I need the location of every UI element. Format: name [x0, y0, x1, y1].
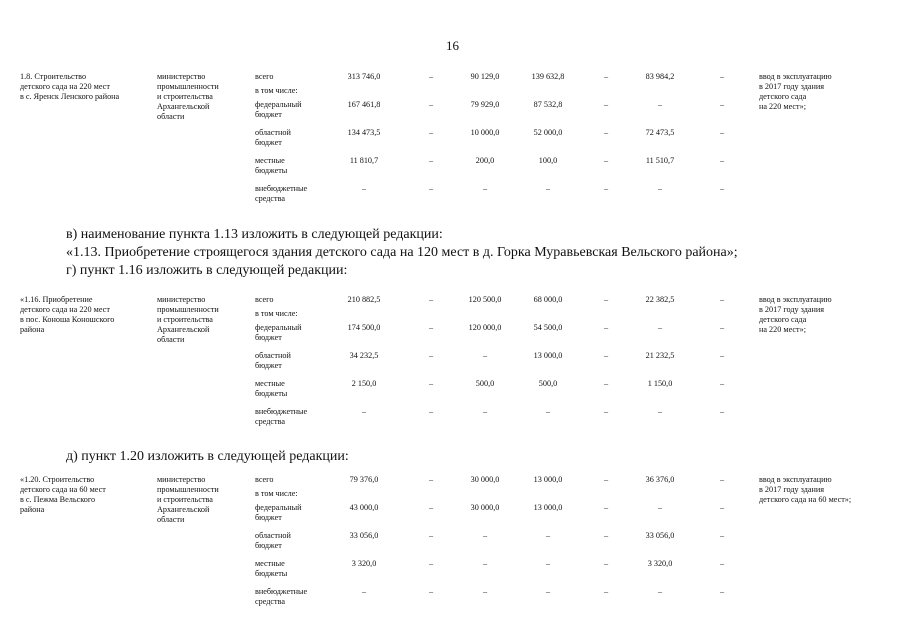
table-cell-value: – [719, 100, 725, 109]
funding-source-label: всего [255, 295, 274, 304]
table-cell-value: – [719, 351, 725, 360]
executor-line: области [157, 335, 185, 344]
table-cell-value: – [361, 407, 367, 416]
table-cell-value: – [603, 323, 609, 332]
result-note-line: детского сада [759, 315, 807, 324]
table-cell-value: 167 461,8 [347, 100, 381, 109]
result-note-line: ввод в эксплуатацию [759, 72, 832, 81]
table-cell-value: – [428, 475, 434, 484]
funding-source-label: бюджет [255, 110, 282, 119]
table-cell-value: – [603, 559, 609, 568]
table-cell-value: – [603, 156, 609, 165]
executor-line: министерство [157, 475, 206, 484]
table-cell-value: – [545, 559, 551, 568]
result-note-line: детского сада [759, 92, 807, 101]
executor-line: области [157, 112, 185, 121]
funding-source-label: всего [255, 72, 274, 81]
table-cell-value: – [719, 475, 725, 484]
funding-source-label: федеральный [255, 100, 302, 109]
item-title-line: района [20, 325, 45, 334]
table-cell-value: 43 000,0 [349, 503, 379, 512]
table-cell-value: – [482, 407, 488, 416]
table-cell-value: – [657, 100, 663, 109]
table-cell-value: 87 532,8 [533, 100, 563, 109]
funding-source-label: средства [255, 417, 286, 426]
table-cell-value: – [719, 72, 725, 81]
table-cell-value: – [657, 407, 663, 416]
funding-source-label: местные [255, 559, 285, 568]
table-cell-value: – [719, 128, 725, 137]
table-cell-value: 21 232,5 [645, 351, 675, 360]
executor-line: Архангельской [157, 505, 210, 514]
table-cell-value: 52 000,0 [533, 128, 563, 137]
table-cell-value: 54 500,0 [533, 323, 563, 332]
table-cell-value: – [361, 587, 367, 596]
table-cell-value: – [428, 351, 434, 360]
table-cell-value: 2 150,0 [351, 379, 377, 388]
result-note-line: на 220 мест»; [759, 325, 806, 334]
table-cell-value: – [428, 184, 434, 193]
table-cell-value: – [603, 587, 609, 596]
table-cell-value: – [603, 379, 609, 388]
table-cell-value: 200,0 [475, 156, 495, 165]
item-title-line: в с. Пежма Вельского [20, 495, 96, 504]
table-cell-value: – [482, 531, 488, 540]
table-cell-value: 3 320,0 [647, 559, 673, 568]
table-cell-value: 79 929,0 [470, 100, 500, 109]
executor-line: и строительства [157, 92, 213, 101]
executor-line: и строительства [157, 495, 213, 504]
table-cell-value: – [603, 503, 609, 512]
table-cell-value: – [603, 407, 609, 416]
table-cell-value: – [603, 295, 609, 304]
table-cell-value: 36 376,0 [645, 475, 675, 484]
table-cell-value: – [428, 531, 434, 540]
table-cell-value: – [603, 351, 609, 360]
table-cell-value: – [719, 407, 725, 416]
funding-source-label: внебюджетные [255, 587, 308, 596]
table-cell-value: – [657, 503, 663, 512]
funding-source-label: областной [255, 531, 291, 540]
table-cell-value: 313 746,0 [347, 72, 381, 81]
table-cell-value: – [603, 100, 609, 109]
funding-source-label: внебюджетные [255, 184, 308, 193]
table-cell-value: 10 000,0 [470, 128, 500, 137]
table-cell-value: 1 150,0 [647, 379, 673, 388]
funding-source-label: бюджеты [255, 389, 288, 398]
table-cell-value: – [545, 407, 551, 416]
table-cell-value: 79 376,0 [349, 475, 379, 484]
funding-source-label: в том числе: [255, 309, 298, 318]
executor-line: промышленности [157, 82, 219, 91]
table-cell-value: 30 000,0 [470, 503, 500, 512]
table-cell-value: – [603, 72, 609, 81]
item-title-line: района [20, 505, 45, 514]
executor-line: промышленности [157, 485, 219, 494]
table-cell-value: – [482, 184, 488, 193]
result-note-line: детского сада на 60 мест»; [759, 495, 852, 504]
table-cell-value: 22 382,5 [645, 295, 675, 304]
result-note-line: на 220 мест»; [759, 102, 806, 111]
funding-source-label: бюджеты [255, 569, 288, 578]
table-cell-value: 34 232,5 [349, 351, 379, 360]
table-cell-value: 3 320,0 [351, 559, 377, 568]
table-cell-value: – [428, 587, 434, 596]
funding-source-label: местные [255, 379, 285, 388]
table-cell-value: 134 473,5 [347, 128, 381, 137]
table-cell-value: – [428, 128, 434, 137]
result-note-line: ввод в эксплуатацию [759, 295, 832, 304]
paragraph-g: г) пункт 1.16 изложить в следующей редакции: [66, 263, 348, 278]
item-title-line: «1.16. Приобретение [20, 295, 93, 304]
table-cell-value: 33 056,0 [349, 531, 379, 540]
funding-source-label: средства [255, 194, 286, 203]
executor-line: министерство [157, 72, 206, 81]
table-cell-value: – [719, 379, 725, 388]
executor-line: Архангельской [157, 325, 210, 334]
funding-source-label: бюджет [255, 541, 282, 550]
table-cell-value: – [719, 323, 725, 332]
table-cell-value: 13 000,0 [533, 475, 563, 484]
table-cell-value: – [657, 323, 663, 332]
table-cell-value: – [719, 295, 725, 304]
table-cell-value: – [428, 407, 434, 416]
funding-source-label: областной [255, 128, 291, 137]
table-cell-value: 139 632,8 [531, 72, 565, 81]
table-cell-value: 174 500,0 [347, 323, 381, 332]
table-cell-value: 13 000,0 [533, 351, 563, 360]
item-title-line: детского сада на 220 мест [20, 82, 110, 91]
table-cell-value: – [719, 559, 725, 568]
executor-line: Архангельской [157, 102, 210, 111]
table-cell-value: – [428, 379, 434, 388]
table-cell-value: 72 473,5 [645, 128, 675, 137]
table-cell-value: – [482, 351, 488, 360]
table-cell-value: – [482, 559, 488, 568]
paragraph-v: в) наименование пункта 1.13 изложить в следующей редакции: [66, 227, 443, 242]
table-cell-value: – [428, 323, 434, 332]
page-number: 16 [446, 38, 459, 53]
table-cell-value: – [719, 503, 725, 512]
funding-source-label: всего [255, 475, 274, 484]
funding-source-label: бюджеты [255, 166, 288, 175]
table-cell-value: 500,0 [475, 379, 495, 388]
table-cell-value: – [603, 475, 609, 484]
table-cell-value: 100,0 [538, 156, 558, 165]
funding-source-label: бюджет [255, 361, 282, 370]
table-cell-value: – [719, 531, 725, 540]
table-cell-value: – [719, 156, 725, 165]
table-cell-value: – [603, 184, 609, 193]
table-cell-value: 120 000,0 [468, 323, 502, 332]
table-cell-value: – [428, 72, 434, 81]
table-cell-value: – [657, 587, 663, 596]
table-cell-value: – [719, 587, 725, 596]
funding-source-label: бюджет [255, 513, 282, 522]
table-cell-value: 68 000,0 [533, 295, 563, 304]
table-cell-value: – [545, 531, 551, 540]
paragraph-v-quote: «1.13. Приобретение строящегося здания детского сада на 120 мест в д. Горка Муравьевская Вельского района»; [66, 245, 738, 260]
table-cell-value: – [428, 156, 434, 165]
table-cell-value: 90 129,0 [470, 72, 500, 81]
table-cell-value: – [428, 295, 434, 304]
result-note-line: ввод в эксплуатацию [759, 475, 832, 484]
item-title-line: в с. Яренск Ленского района [20, 92, 120, 101]
table-cell-value: – [361, 184, 367, 193]
item-title-line: в пос. Коноша Коношского [20, 315, 115, 324]
table-cell-value: – [719, 184, 725, 193]
paragraph-d: д) пункт 1.20 изложить в следующей редакции: [66, 449, 349, 464]
result-note-line: в 2017 году здания [759, 485, 825, 494]
table-cell-value: – [657, 184, 663, 193]
table-cell-value: 83 984,2 [645, 72, 675, 81]
funding-source-label: в том числе: [255, 489, 298, 498]
executor-line: области [157, 515, 185, 524]
funding-source-label: бюджет [255, 333, 282, 342]
table-cell-value: 11 810,7 [349, 156, 379, 165]
result-note-line: в 2017 году здания [759, 305, 825, 314]
item-title-line: детского сада на 60 мест [20, 485, 106, 494]
table-cell-value: 33 056,0 [645, 531, 675, 540]
funding-source-label: местные [255, 156, 285, 165]
funding-source-label: внебюджетные [255, 407, 308, 416]
funding-source-label: федеральный [255, 323, 302, 332]
table-cell-value: 500,0 [538, 379, 558, 388]
item-title-line: «1.20. Строительство [20, 475, 95, 484]
table-cell-value: – [428, 559, 434, 568]
funding-source-label: бюджет [255, 138, 282, 147]
table-cell-value: 13 000,0 [533, 503, 563, 512]
table-cell-value: 120 500,0 [468, 295, 502, 304]
table-cell-value: – [428, 100, 434, 109]
table-cell-value: – [603, 128, 609, 137]
table-cell-value: – [545, 184, 551, 193]
table-cell-value: – [428, 503, 434, 512]
funding-source-label: федеральный [255, 503, 302, 512]
executor-line: министерство [157, 295, 206, 304]
item-title-line: 1.8. Строительство [20, 72, 87, 81]
funding-source-label: средства [255, 597, 286, 606]
table-cell-value: 11 510,7 [645, 156, 675, 165]
table-cell-value: – [482, 587, 488, 596]
result-note-line: в 2017 году здания [759, 82, 825, 91]
table-cell-value: – [603, 531, 609, 540]
table-cell-value: 30 000,0 [470, 475, 500, 484]
table-cell-value: 210 882,5 [347, 295, 381, 304]
item-title-line: детского сада на 220 мест [20, 305, 110, 314]
table-cell-value: – [545, 587, 551, 596]
funding-source-label: в том числе: [255, 86, 298, 95]
funding-source-label: областной [255, 351, 291, 360]
executor-line: и строительства [157, 315, 213, 324]
executor-line: промышленности [157, 305, 219, 314]
